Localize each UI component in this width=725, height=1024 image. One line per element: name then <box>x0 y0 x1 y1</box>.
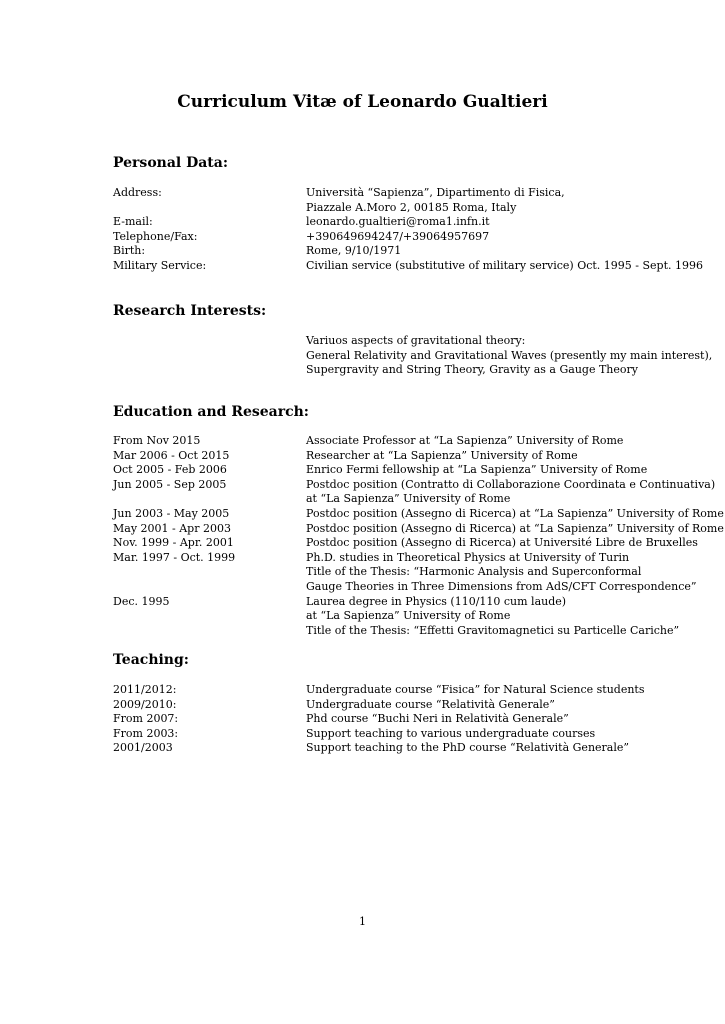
cv-entry-line: Gauge Theories in Three Dimensions from AdS/CFT Correspondence” <box>306 579 697 593</box>
cv-entry-row <box>113 712 713 727</box>
cv-entry-label: Address: <box>113 186 162 199</box>
cv-entry-row <box>113 698 713 713</box>
cv-entry-label: Jun 2003 - May 2005 <box>113 506 230 520</box>
cv-entry-details <box>306 230 713 245</box>
cv-entry-label: Nov. 1999 - Apr. 2001 <box>113 536 234 550</box>
cv-entry-line: leonardo.gualtieri@roma1.infn.it <box>306 215 490 229</box>
cv-entry-label: May 2001 - Apr 2003 <box>113 521 231 535</box>
cv-entry-label: Telephone/Fax: <box>113 229 198 243</box>
cv-entry-line: +390649694247/+39064957697 <box>306 229 490 243</box>
cv-entry-label: 2011/2012: <box>113 683 177 696</box>
cv-entry-row <box>113 727 713 742</box>
cv-entry-details <box>306 741 713 756</box>
cv-entry-row <box>113 434 713 449</box>
cv-entry-details <box>306 683 713 698</box>
cv-entry-row <box>113 186 713 215</box>
cv-entry-details <box>306 434 713 449</box>
cv-entry-row <box>113 477 716 507</box>
cv-entry-details <box>306 727 713 742</box>
cv-entry-line: Title of the Thesis: “Effetti Gravitomagnetici su Particelle Cariche” <box>306 623 680 637</box>
cv-entry-line: Laurea degree in Physics (110/110 cum laude) <box>306 594 567 608</box>
cv-entry-row <box>113 551 713 595</box>
cv-entry-details <box>306 506 724 522</box>
cv-entry-label: E-mail: <box>113 215 153 229</box>
cv-entry-row <box>113 536 713 551</box>
cv-entry-row <box>113 334 713 378</box>
cv-entry-line: at “La Sapienza” University of Rome <box>306 492 511 506</box>
cv-entry-label: 2009/2010: <box>113 697 177 711</box>
cv-entry-row <box>113 741 713 756</box>
teaching-section <box>113 650 713 756</box>
cv-entry-label: Military Service: <box>113 258 207 272</box>
cv-entry-line: Postdoc position (Assegno di Ricerca) at “La Sapienza” University of Rome <box>306 521 724 535</box>
section-heading-personal-data: Personal Data: <box>113 155 229 171</box>
cv-entry-row <box>113 683 713 698</box>
personal-data-rows <box>113 186 713 274</box>
cv-entry-details <box>306 521 724 537</box>
section-heading-teaching: Teaching: <box>113 652 189 668</box>
cv-entry-label: From Nov 2015 <box>113 434 201 447</box>
research-interests-section <box>113 301 713 378</box>
cv-entry-line: Undergraduate course “Fisica” for Natural Science students <box>306 683 645 696</box>
cv-entry-line: Phd course “Buchi Neri in Relatività Generale” <box>306 712 569 726</box>
cv-entry-row <box>113 595 713 639</box>
research-interests-rows <box>113 334 713 378</box>
cv-entry-line: Postdoc position (Assegno di Ricerca) at Université Libre de Bruxelles <box>306 536 698 550</box>
cv-entry-line: Supergravity and String Theory, Gravity as a Gauge Theory <box>306 363 638 377</box>
education-research-rows <box>113 434 724 638</box>
cv-entry-line: Ph.D. studies in Theoretical Physics at University of Turin <box>306 550 630 564</box>
cv-entry-line: Rome, 9/10/1971 <box>306 244 402 258</box>
cv-entry-line: Piazzale A.Moro 2, 00185 Roma, Italy <box>306 200 517 214</box>
cv-entry-label: Oct 2005 - Feb 2006 <box>113 463 227 477</box>
cv-entry-line: General Relativity and Gravitational Waves (presently my main interest), <box>306 348 713 362</box>
cv-entry-label: Dec. 1995 <box>113 594 170 608</box>
cv-entry-line: Università “Sapienza”, Dipartimento di Fisica, <box>306 186 565 199</box>
cv-entry-details <box>306 595 713 639</box>
cv-entry-details <box>306 712 713 727</box>
cv-entry-details <box>306 244 713 259</box>
cv-entry-row <box>113 521 724 537</box>
section-heading-education-research: Education and Research: <box>113 404 309 420</box>
cv-entry-line: Support teaching to various undergraduate courses <box>306 726 596 740</box>
cv-entry-line: Support teaching to the PhD course “Relatività Generale” <box>306 741 630 755</box>
document-title: Curriculum Vitæ of Leonardo Gualtieri <box>177 92 548 112</box>
section-heading-research-interests: Research Interests: <box>113 303 267 319</box>
cv-entry-label: Jun 2005 - Sep 2005 <box>113 477 227 491</box>
cv-entry-row <box>113 244 713 259</box>
teaching-rows <box>113 683 713 756</box>
cv-entry-details <box>306 463 713 478</box>
cv-entry-row <box>113 215 713 230</box>
cv-entry-row <box>113 506 724 522</box>
cv-entry-line: at “La Sapienza” University of Rome <box>306 609 511 623</box>
cv-entry-line: Postdoc position (Contratto di Collaborazione Coordinata e Continuativa) <box>306 477 716 491</box>
cv-entry-line: Researcher at “La Sapienza” University of Rome <box>306 448 578 462</box>
cv-entry-row <box>113 463 713 478</box>
cv-entry-details <box>306 536 713 551</box>
cv-entry-details <box>306 215 713 230</box>
personal-data-section <box>113 153 713 274</box>
cv-entry-line: Associate Professor at “La Sapienza” University of Rome <box>306 434 624 447</box>
cv-entry-label: Birth: <box>113 244 146 258</box>
cv-entry-label: From 2007: <box>113 712 179 726</box>
cv-entry-row <box>113 230 713 245</box>
cv-entry-line: Postdoc position (Assegno di Ricerca) at “La Sapienza” University of Rome <box>306 506 724 520</box>
cv-entry-details <box>306 551 713 595</box>
cv-entry-details <box>306 259 713 274</box>
cv-entry-line: Enrico Fermi fellowship at “La Sapienza” University of Rome <box>306 463 648 477</box>
cv-entry-label: Mar 2006 - Oct 2015 <box>113 448 230 462</box>
cv-entry-details <box>306 698 713 713</box>
cv-entry-details <box>306 477 716 507</box>
cv-entry-label: From 2003: <box>113 726 179 740</box>
cv-entry-line: Variuos aspects of gravitational theory: <box>306 334 526 347</box>
education-research-section <box>113 402 724 638</box>
page-number: 1 <box>359 915 366 928</box>
cv-entry-row <box>113 449 713 464</box>
cv-entry-line: Title of the Thesis: “Harmonic Analysis and Superconformal <box>306 565 642 579</box>
cv-entry-details <box>306 449 713 464</box>
cv-entry-label: Mar. 1997 - Oct. 1999 <box>113 550 236 564</box>
cv-entry-details <box>306 186 713 215</box>
cv-entry-details <box>306 334 713 378</box>
cv-entry-line: Undergraduate course “Relatività Generale” <box>306 697 555 711</box>
cv-entry-label: 2001/2003 <box>113 741 173 755</box>
cv-entry-row <box>113 259 713 274</box>
cv-entry-line: Civilian service (substitutive of military service) Oct. 1995 - Sept. 1996 <box>306 258 703 272</box>
